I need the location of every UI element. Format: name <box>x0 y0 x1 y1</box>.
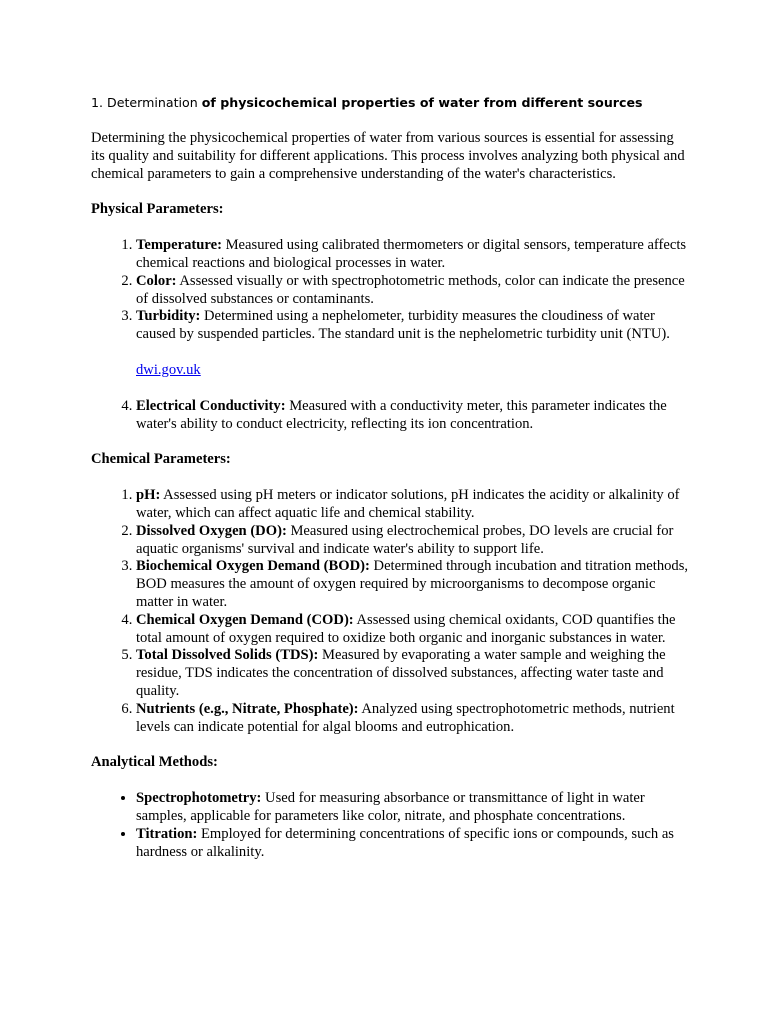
heading-title: of physicochemical properties of water from different sources <box>201 95 643 110</box>
list-item <box>136 237 691 273</box>
item-text: Used for measuring absorbance or transmittance of light in water samples, applicable for parameters like color, nitrate, and phosphate concentrations. <box>136 790 645 824</box>
item-text: Measured with a conductivity meter, this parameter indicates the water's ability to conduct electricity, reflecting its ion concentration. <box>136 397 667 432</box>
list-item <box>136 308 691 379</box>
document-heading <box>91 94 691 111</box>
item-term: Biochemical Oxygen Demand (BOD): <box>136 558 370 575</box>
document-page <box>91 94 691 879</box>
item-term: Temperature: <box>136 237 222 254</box>
source-link-block <box>136 362 691 380</box>
item-text: Assessed using chemical oxidants, COD quantifies the total amount of oxygen required to oxidize both organic and inorganic substances in water. <box>136 611 676 646</box>
list-item <box>136 647 691 700</box>
chemical-parameters-title: Chemical Parameters: <box>91 451 231 468</box>
list-item <box>136 612 691 648</box>
source-link[interactable]: dwi.gov.uk <box>136 361 201 378</box>
item-term: Nutrients (e.g., Nitrate, Phosphate): <box>136 700 359 717</box>
item-term: Electrical Conductivity: <box>136 397 286 414</box>
list-item <box>136 701 691 737</box>
list-item <box>136 273 691 309</box>
analytical-methods-title: Analytical Methods: <box>91 754 218 771</box>
item-term: Turbidity: <box>136 308 201 325</box>
item-text: Measured by evaporating a water sample and weighing the residue, TDS indicates the concentration of dissolved substances, affecting water taste and quality. <box>136 647 666 699</box>
item-term: Color: <box>136 272 177 289</box>
list-item <box>136 487 691 523</box>
item-term: Dissolved Oxygen (DO): <box>136 522 287 539</box>
physical-parameters-list <box>91 237 691 433</box>
item-text: Measured using calibrated thermometers or digital sensors, temperature affects chemical reactions and biological processes in water. <box>136 237 687 271</box>
heading-number: 1. Determination <box>91 95 198 110</box>
item-term: Spectrophotometry: <box>136 790 262 807</box>
item-text: Determined using a nephelometer, turbidity measures the cloudiness of water caused by suspended particles. The standard unit is the nephelometric turbidity unit (NTU). <box>136 308 670 343</box>
item-term: pH: <box>136 487 161 504</box>
item-term: Chemical Oxygen Demand (COD): <box>136 611 354 628</box>
list-item <box>136 826 691 862</box>
list-item <box>136 790 691 826</box>
analytical-methods-list <box>91 790 691 861</box>
item-term: Total Dissolved Solids (TDS): <box>136 647 319 664</box>
list-item <box>136 558 691 611</box>
item-text: Assessed visually or with spectrophotometric methods, color can indicate the presence of dissolved substances or contaminants. <box>136 272 685 307</box>
intro-paragraph: Determining the physicochemical properties of water from various sources is essential for assessing its quality and suitability for different applications. This process involves analyzing both physical and chemical parameters to gain a comprehensive understanding of the water's characteristics. <box>91 130 685 182</box>
item-text: Employed for determining concentrations of specific ions or compounds, such as hardness or alkalinity. <box>136 825 674 860</box>
item-text: Analyzed using spectrophotometric methods, nutrient levels can indicate potential for algal blooms and eutrophication. <box>136 700 675 735</box>
item-text: Determined through incubation and titration methods, BOD measures the amount of oxygen required by microorganisms to decompose organic matter in water. <box>136 558 689 610</box>
chemical-parameters-list <box>91 487 691 736</box>
item-term: Titration: <box>136 825 198 842</box>
list-item <box>136 523 691 559</box>
list-item <box>136 398 691 434</box>
item-text: Measured using electrochemical probes, DO levels are crucial for aquatic organisms' survival and indicate water's ability to support life. <box>136 522 674 557</box>
item-text: Assessed using pH meters or indicator solutions, pH indicates the acidity or alkalinity of water, which can affect aquatic life and chemical stability. <box>136 487 680 521</box>
physical-parameters-title: Physical Parameters: <box>91 201 224 218</box>
